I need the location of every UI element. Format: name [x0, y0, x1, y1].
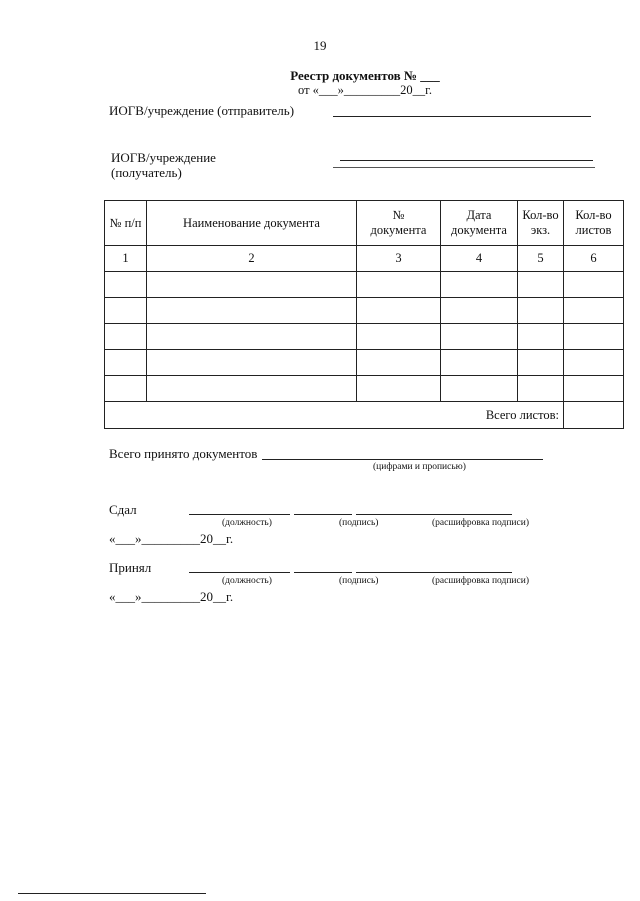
table-cell[interactable]: [147, 350, 357, 376]
received-position-line[interactable]: [189, 572, 290, 573]
table-cell[interactable]: [357, 350, 441, 376]
table-cell[interactable]: [518, 272, 564, 298]
table-cell[interactable]: [564, 350, 624, 376]
table-cell[interactable]: [564, 298, 624, 324]
header-document-number: № документа: [357, 201, 441, 246]
table-cell[interactable]: [147, 272, 357, 298]
table-row: [105, 324, 624, 350]
table-cell[interactable]: [357, 324, 441, 350]
column-number: 5: [518, 246, 564, 272]
table-cell[interactable]: [564, 272, 624, 298]
received-position-hint: (должность): [222, 576, 272, 586]
header-document-name: Наименование документа: [147, 201, 357, 246]
table-row: [105, 298, 624, 324]
table-cell[interactable]: [105, 350, 147, 376]
sender-label: ИОГВ/учреждение (отправитель): [109, 103, 295, 118]
column-number: 6: [564, 246, 624, 272]
table-row: [105, 376, 624, 402]
table-cell[interactable]: [518, 298, 564, 324]
recipient-label-line1: ИОГВ/учреждение: [111, 150, 216, 165]
document-date-line: от «___»_________20__г.: [297, 83, 432, 97]
column-number: 4: [441, 246, 518, 272]
column-number-row: [105, 246, 624, 272]
document-title: Реестр документов № ___: [290, 68, 440, 83]
handed-over-decoding-hint: (расшифровка подписи): [432, 518, 529, 528]
total-accepted-field-line[interactable]: [262, 459, 543, 460]
table-cell[interactable]: [147, 376, 357, 402]
table-cell[interactable]: [147, 298, 357, 324]
handed-over-position-line[interactable]: [189, 514, 290, 515]
table-cell[interactable]: [105, 298, 147, 324]
table-cell[interactable]: [518, 324, 564, 350]
table-cell[interactable]: [518, 376, 564, 402]
table-cell[interactable]: [147, 324, 357, 350]
total-sheets-cell[interactable]: [564, 402, 624, 429]
table-cell[interactable]: [357, 376, 441, 402]
header-document-date: Дата документа: [441, 201, 518, 246]
header-copies-count: Кол-во экз.: [518, 201, 564, 246]
handed-over-decoding-line[interactable]: [356, 514, 512, 515]
recipient-field-line-2: [333, 167, 595, 168]
table-cell[interactable]: [357, 298, 441, 324]
table-header-row: [105, 201, 624, 246]
table-cell[interactable]: [441, 272, 518, 298]
table-cell[interactable]: [441, 376, 518, 402]
total-row: [105, 402, 624, 429]
table-cell[interactable]: [518, 350, 564, 376]
header-sheets-count: Кол-во листов: [564, 201, 624, 246]
table-cell[interactable]: [564, 324, 624, 350]
received-decoding-line[interactable]: [356, 572, 512, 573]
received-signature-line[interactable]: [294, 572, 352, 573]
table-cell[interactable]: [105, 376, 147, 402]
handed-over-date-line: «___»_________20__г.: [109, 531, 234, 546]
handed-over-label: Сдал: [109, 502, 137, 517]
received-label: Принял: [109, 560, 152, 575]
total-accepted-hint: (цифрами и прописью): [373, 462, 466, 472]
recipient-label-line2: (получатель): [111, 165, 182, 180]
column-number: 3: [357, 246, 441, 272]
table-cell[interactable]: [441, 298, 518, 324]
footnote-separator: [18, 893, 206, 894]
header-row-number: № п/п: [105, 201, 147, 246]
column-number: 2: [147, 246, 357, 272]
handed-over-signature-hint: (подпись): [339, 518, 379, 528]
table-cell[interactable]: [105, 324, 147, 350]
table-row: [105, 272, 624, 298]
sender-field-line[interactable]: [333, 116, 591, 117]
table-cell[interactable]: [441, 350, 518, 376]
page-number: 19: [313, 38, 327, 53]
table-cell[interactable]: [357, 272, 441, 298]
received-date-line: «___»_________20__г.: [109, 589, 234, 604]
registry-table: [104, 200, 624, 429]
table-cell[interactable]: [564, 376, 624, 402]
total-accepted-label: Всего принято документов: [109, 446, 258, 461]
total-sheets-label: Всего листов:: [105, 402, 564, 429]
table-row: [105, 350, 624, 376]
handed-over-signature-line[interactable]: [294, 514, 352, 515]
recipient-field-line[interactable]: [340, 160, 593, 161]
received-decoding-hint: (расшифровка подписи): [432, 576, 529, 586]
received-signature-hint: (подпись): [339, 576, 379, 586]
table-cell[interactable]: [441, 324, 518, 350]
column-number: 1: [105, 246, 147, 272]
handed-over-position-hint: (должность): [222, 518, 272, 528]
table-cell[interactable]: [105, 272, 147, 298]
